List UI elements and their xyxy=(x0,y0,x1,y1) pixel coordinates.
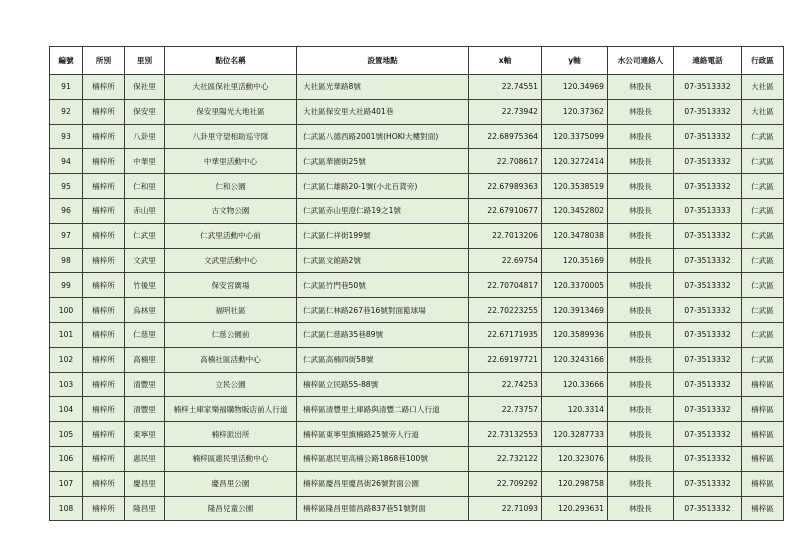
village-cell: 東寧里 xyxy=(125,422,165,447)
address-cell: 大社區保安里大社路401巷 xyxy=(297,99,469,124)
phone-cell: 07-3513332 xyxy=(674,397,742,422)
office-cell: 楠梓所 xyxy=(83,149,125,174)
office-cell: 楠梓所 xyxy=(83,372,125,397)
village-cell: 惠民里 xyxy=(125,446,165,471)
y-coord-cell: 120.3370005 xyxy=(542,273,608,298)
y-coord-cell: 120.298758 xyxy=(542,471,608,496)
header-cell: 行政區 xyxy=(742,47,784,75)
phone-cell: 07-3513332 xyxy=(674,471,742,496)
village-cell: 清豐里 xyxy=(125,372,165,397)
district-cell: 楠梓區 xyxy=(742,372,784,397)
table-row xyxy=(50,298,784,323)
site-name-cell: 保安宮廣場 xyxy=(165,273,297,298)
contact-cell: 林股長 xyxy=(608,322,674,347)
site-name-cell: 慶昌里公園 xyxy=(165,471,297,496)
spreadsheet xyxy=(49,46,784,521)
contact-cell: 林股長 xyxy=(608,198,674,223)
address-cell: 仁武區仁雄路20-1號(小北百貨旁) xyxy=(297,174,469,199)
contact-cell: 林股長 xyxy=(608,174,674,199)
x-coord-cell: 22.732122 xyxy=(469,446,542,471)
village-cell: 竹後里 xyxy=(125,273,165,298)
address-cell: 仁武區竹門巷50號 xyxy=(297,273,469,298)
y-coord-cell: 120.3272414 xyxy=(542,149,608,174)
district-cell: 仁武區 xyxy=(742,149,784,174)
phone-cell: 07-3513333 xyxy=(674,198,742,223)
y-coord-cell: 120.3589936 xyxy=(542,322,608,347)
table-row xyxy=(50,99,784,124)
contact-cell: 林股長 xyxy=(608,223,674,248)
contact-cell: 林股長 xyxy=(608,99,674,124)
contact-cell: 林股長 xyxy=(608,397,674,422)
x-coord-cell: 22.71093 xyxy=(469,496,542,521)
village-cell: 文武里 xyxy=(125,248,165,273)
district-cell: 仁武區 xyxy=(742,174,784,199)
table-row xyxy=(50,223,784,248)
phone-cell: 07-3513332 xyxy=(674,322,742,347)
address-cell: 楠梓區立民路55-88號 xyxy=(297,372,469,397)
y-coord-cell: 120.293631 xyxy=(542,496,608,521)
contact-cell: 林股長 xyxy=(608,446,674,471)
y-coord-cell: 120.3478038 xyxy=(542,223,608,248)
id-cell: 107 xyxy=(50,471,83,496)
district-cell: 楠梓區 xyxy=(742,397,784,422)
phone-cell: 07-3513332 xyxy=(674,223,742,248)
id-cell: 108 xyxy=(50,496,83,521)
office-cell: 楠梓所 xyxy=(83,496,125,521)
address-cell: 楠梓區隆昌里德昌路837巷51號對面 xyxy=(297,496,469,521)
contact-cell: 林股長 xyxy=(608,347,674,372)
id-cell: 100 xyxy=(50,298,83,323)
office-cell: 楠梓所 xyxy=(83,397,125,422)
contact-cell: 林股長 xyxy=(608,149,674,174)
address-cell: 仁武區高楠四街58號 xyxy=(297,347,469,372)
table-row xyxy=(50,471,784,496)
district-cell: 楠梓區 xyxy=(742,496,784,521)
table-row xyxy=(50,496,784,521)
office-cell: 楠梓所 xyxy=(83,471,125,496)
site-name-cell: 楠梓派出所 xyxy=(165,422,297,447)
contact-cell: 林股長 xyxy=(608,124,674,149)
office-cell: 楠梓所 xyxy=(83,347,125,372)
site-name-cell: 高楠社區活動中心 xyxy=(165,347,297,372)
address-cell: 大社區光華路8號 xyxy=(297,75,469,100)
id-cell: 99 xyxy=(50,273,83,298)
contact-cell: 林股長 xyxy=(608,75,674,100)
site-name-cell: 古文物公園 xyxy=(165,198,297,223)
office-cell: 楠梓所 xyxy=(83,174,125,199)
village-cell: 仁和里 xyxy=(125,174,165,199)
site-name-cell: 八卦里守望相助巡守隊 xyxy=(165,124,297,149)
site-name-cell: 隆昌兒童公園 xyxy=(165,496,297,521)
district-cell: 仁武區 xyxy=(742,124,784,149)
office-cell: 楠梓所 xyxy=(83,248,125,273)
site-name-cell: 楠梓區惠民里活動中心 xyxy=(165,446,297,471)
header-cell: 點位名稱 xyxy=(165,47,297,75)
header-cell: x軸 xyxy=(469,47,542,75)
village-cell: 保社里 xyxy=(125,75,165,100)
x-coord-cell: 22.68975364 xyxy=(469,124,542,149)
site-name-cell: 福明社區 xyxy=(165,298,297,323)
table-row xyxy=(50,248,784,273)
village-cell: 烏林里 xyxy=(125,298,165,323)
address-cell: 仁武區仁祥街199號 xyxy=(297,223,469,248)
y-coord-cell: 120.3375099 xyxy=(542,124,608,149)
y-coord-cell: 120.34969 xyxy=(542,75,608,100)
table-row xyxy=(50,273,784,298)
id-cell: 105 xyxy=(50,422,83,447)
site-name-cell: 保安里陽光大地社區 xyxy=(165,99,297,124)
table-row xyxy=(50,174,784,199)
address-cell: 楠梓區慶昌里慶昌街26號對面公園 xyxy=(297,471,469,496)
district-cell: 仁武區 xyxy=(742,223,784,248)
table-row xyxy=(50,75,784,100)
y-coord-cell: 120.323076 xyxy=(542,446,608,471)
x-coord-cell: 22.74253 xyxy=(469,372,542,397)
phone-cell: 07-3513332 xyxy=(674,496,742,521)
phone-cell: 07-3513332 xyxy=(674,298,742,323)
x-coord-cell: 22.7013206 xyxy=(469,223,542,248)
district-cell: 大社區 xyxy=(742,99,784,124)
header-cell: 編號 xyxy=(50,47,83,75)
x-coord-cell: 22.708617 xyxy=(469,149,542,174)
office-cell: 楠梓所 xyxy=(83,298,125,323)
y-coord-cell: 120.3287733 xyxy=(542,422,608,447)
table-row xyxy=(50,198,784,223)
address-cell: 仁武區仁林路267巷16號對面籃球場 xyxy=(297,298,469,323)
header-cell: y軸 xyxy=(542,47,608,75)
address-cell: 楠梓區清豐里土庫路與清豐二路口人行道 xyxy=(297,397,469,422)
site-name-cell: 仁慈公園前 xyxy=(165,322,297,347)
village-cell: 慶昌里 xyxy=(125,471,165,496)
table-row xyxy=(50,322,784,347)
x-coord-cell: 22.69197721 xyxy=(469,347,542,372)
office-cell: 楠梓所 xyxy=(83,446,125,471)
y-coord-cell: 120.3243166 xyxy=(542,347,608,372)
phone-cell: 07-3513332 xyxy=(674,273,742,298)
y-coord-cell: 120.3314 xyxy=(542,397,608,422)
office-cell: 楠梓所 xyxy=(83,124,125,149)
header-cell: 所別 xyxy=(83,47,125,75)
phone-cell: 07-3513332 xyxy=(674,422,742,447)
district-cell: 楠梓區 xyxy=(742,446,784,471)
x-coord-cell: 22.70704817 xyxy=(469,273,542,298)
x-coord-cell: 22.73942 xyxy=(469,99,542,124)
village-cell: 八卦里 xyxy=(125,124,165,149)
village-cell: 中華里 xyxy=(125,149,165,174)
district-cell: 仁武區 xyxy=(742,298,784,323)
village-cell: 保安里 xyxy=(125,99,165,124)
y-coord-cell: 120.3538519 xyxy=(542,174,608,199)
contact-cell: 林股長 xyxy=(608,298,674,323)
village-cell: 高楠里 xyxy=(125,347,165,372)
village-cell: 隆昌里 xyxy=(125,496,165,521)
site-name-cell: 仁和公園 xyxy=(165,174,297,199)
office-cell: 楠梓所 xyxy=(83,75,125,100)
district-cell: 仁武區 xyxy=(742,198,784,223)
header-cell: 連絡電話 xyxy=(674,47,742,75)
x-coord-cell: 22.67989363 xyxy=(469,174,542,199)
y-coord-cell: 120.37362 xyxy=(542,99,608,124)
village-cell: 清豐里 xyxy=(125,397,165,422)
x-coord-cell: 22.69754 xyxy=(469,248,542,273)
address-cell: 仁武區文館路2號 xyxy=(297,248,469,273)
table-row xyxy=(50,446,784,471)
id-cell: 106 xyxy=(50,446,83,471)
table-row xyxy=(50,397,784,422)
header-row xyxy=(50,47,784,75)
id-cell: 101 xyxy=(50,322,83,347)
office-cell: 楠梓所 xyxy=(83,422,125,447)
site-name-cell: 中華里活動中心 xyxy=(165,149,297,174)
office-cell: 楠梓所 xyxy=(83,198,125,223)
office-cell: 楠梓所 xyxy=(83,273,125,298)
contact-cell: 林股長 xyxy=(608,471,674,496)
district-cell: 楠梓區 xyxy=(742,471,784,496)
id-cell: 102 xyxy=(50,347,83,372)
table-body xyxy=(50,75,784,521)
site-name-cell: 文武里活動中心 xyxy=(165,248,297,273)
office-cell: 楠梓所 xyxy=(83,223,125,248)
district-cell: 仁武區 xyxy=(742,248,784,273)
id-cell: 93 xyxy=(50,124,83,149)
x-coord-cell: 22.67171935 xyxy=(469,322,542,347)
phone-cell: 07-3513332 xyxy=(674,347,742,372)
phone-cell: 07-3513332 xyxy=(674,248,742,273)
id-cell: 104 xyxy=(50,397,83,422)
table-row xyxy=(50,149,784,174)
village-cell: 赤山里 xyxy=(125,198,165,223)
district-cell: 楠梓區 xyxy=(742,422,784,447)
id-cell: 91 xyxy=(50,75,83,100)
contact-cell: 林股長 xyxy=(608,422,674,447)
table-row xyxy=(50,422,784,447)
y-coord-cell: 120.33666 xyxy=(542,372,608,397)
phone-cell: 07-3513332 xyxy=(674,372,742,397)
y-coord-cell: 120.3913469 xyxy=(542,298,608,323)
y-coord-cell: 120.35169 xyxy=(542,248,608,273)
phone-cell: 07-3513332 xyxy=(674,149,742,174)
site-name-cell: 大社區保社里活動中心 xyxy=(165,75,297,100)
site-name-cell: 仁武里活動中心前 xyxy=(165,223,297,248)
id-cell: 92 xyxy=(50,99,83,124)
address-cell: 楠梓區惠民里高楠公路1868巷100號 xyxy=(297,446,469,471)
office-cell: 楠梓所 xyxy=(83,99,125,124)
water-station-table xyxy=(49,46,784,521)
x-coord-cell: 22.74551 xyxy=(469,75,542,100)
table-row xyxy=(50,372,784,397)
contact-cell: 林股長 xyxy=(608,273,674,298)
site-name-cell: 立民公園 xyxy=(165,372,297,397)
x-coord-cell: 22.73757 xyxy=(469,397,542,422)
x-coord-cell: 22.67910677 xyxy=(469,198,542,223)
id-cell: 96 xyxy=(50,198,83,223)
village-cell: 仁武里 xyxy=(125,223,165,248)
table-row xyxy=(50,347,784,372)
contact-cell: 林股長 xyxy=(608,372,674,397)
contact-cell: 林股長 xyxy=(608,248,674,273)
x-coord-cell: 22.70223255 xyxy=(469,298,542,323)
district-cell: 仁武區 xyxy=(742,273,784,298)
phone-cell: 07-3513332 xyxy=(674,99,742,124)
x-coord-cell: 22.709292 xyxy=(469,471,542,496)
id-cell: 95 xyxy=(50,174,83,199)
address-cell: 仁武區八德西路2001號(HOKI大樓對面) xyxy=(297,124,469,149)
id-cell: 97 xyxy=(50,223,83,248)
address-cell: 仁武區華園街25號 xyxy=(297,149,469,174)
address-cell: 仁武區赤山里澄仁路19之1號 xyxy=(297,198,469,223)
phone-cell: 07-3513332 xyxy=(674,124,742,149)
office-cell: 楠梓所 xyxy=(83,322,125,347)
district-cell: 仁武區 xyxy=(742,347,784,372)
id-cell: 103 xyxy=(50,372,83,397)
village-cell: 仁慈里 xyxy=(125,322,165,347)
table-row xyxy=(50,124,784,149)
district-cell: 大社區 xyxy=(742,75,784,100)
address-cell: 仁武區仁慈路35巷89號 xyxy=(297,322,469,347)
phone-cell: 07-3513332 xyxy=(674,75,742,100)
contact-cell: 林股長 xyxy=(608,496,674,521)
address-cell: 楠梓區東寧里旗楠路25號旁人行道 xyxy=(297,422,469,447)
district-cell: 仁武區 xyxy=(742,322,784,347)
site-name-cell: 楠梓土庫家樂福購物販店前人行道 xyxy=(165,397,297,422)
phone-cell: 07-3513332 xyxy=(674,174,742,199)
id-cell: 98 xyxy=(50,248,83,273)
id-cell: 94 xyxy=(50,149,83,174)
header-cell: 水公司連絡人 xyxy=(608,47,674,75)
header-cell: 里別 xyxy=(125,47,165,75)
phone-cell: 07-3513332 xyxy=(674,446,742,471)
x-coord-cell: 22.73132553 xyxy=(469,422,542,447)
y-coord-cell: 120.3452802 xyxy=(542,198,608,223)
header-cell: 設置地點 xyxy=(297,47,469,75)
